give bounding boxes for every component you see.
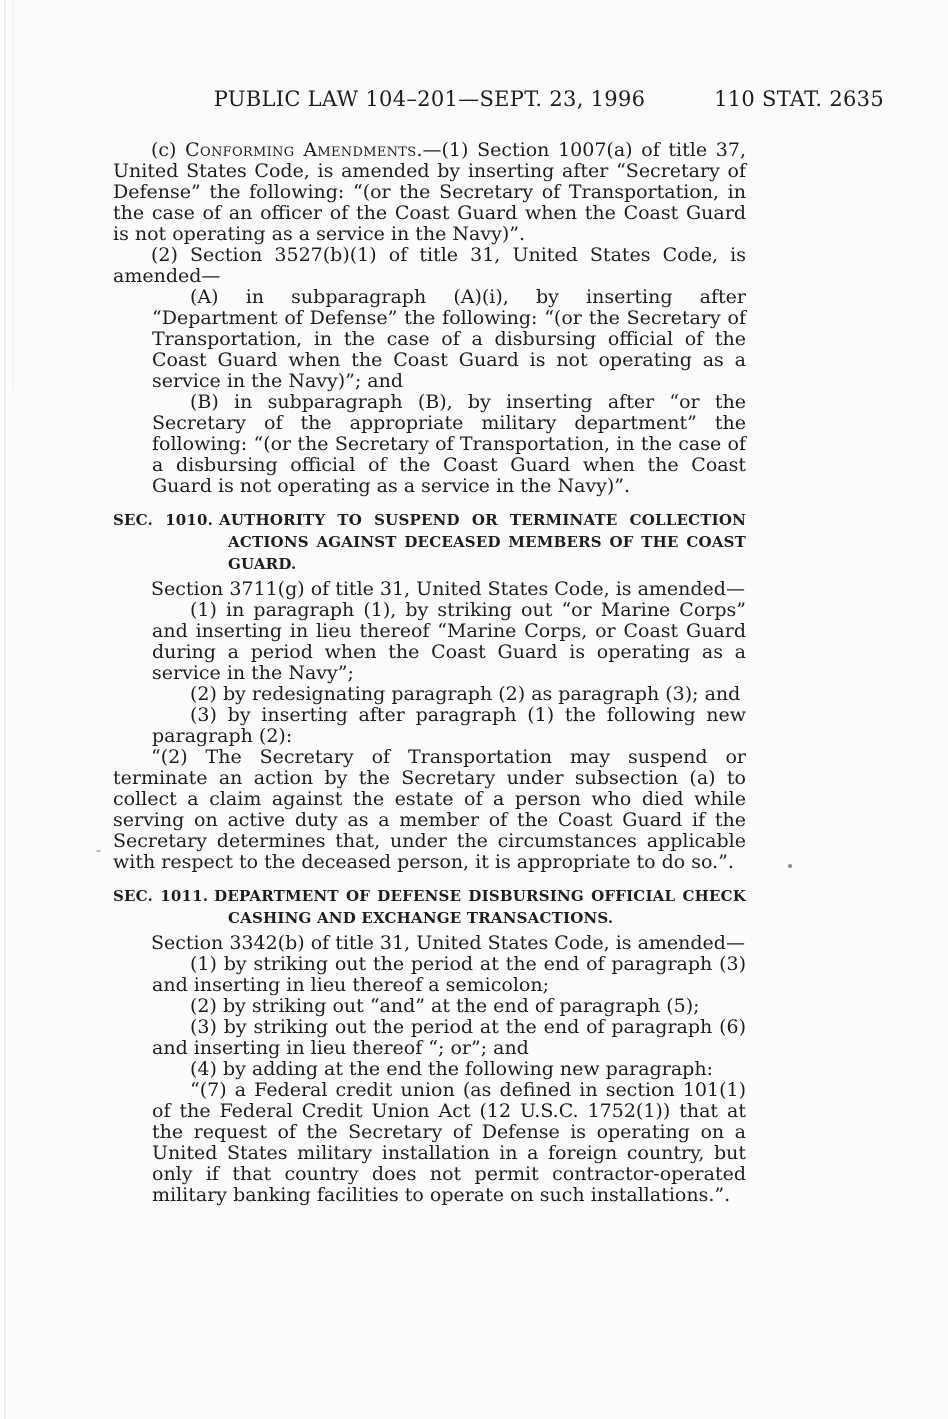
- statute-text: [113, 140, 746, 1206]
- sec1011-quoted-paragraph: “(7) a Federal credit union (as defined in section 101(1) of the Federal Credit Union Act (12 U.S.C. 1752(1)) that at the request of the Secretary of Defense is operating on a United States military installation in a foreign country, but only if that country does not permit contractor-operated military banking facilities to operate on such installations.”.: [152, 1079, 746, 1206]
- sec1011-intro: Section 3342(b) of title 31, United States Code, is amended—: [151, 932, 745, 954]
- scan-speck: [96, 850, 101, 852]
- sec1010-clause-2: (2) by redesignating paragraph (2) as paragraph (3); and: [190, 683, 741, 705]
- sec1010-quoted-paragraph: “(2) The Secretary of Transportation may suspend or terminate an action by the Secretary under subsection (a) to collect a claim against the estate of a person who died while serving on active duty as a member of the Coast Guard if the Secretary determines that, under the circumstances applicable with respect to the deceased person, it is appropriate to do so.”.: [113, 746, 746, 873]
- running-header: [0, 87, 948, 113]
- scan-speck: [788, 864, 792, 868]
- heading-line: SEC. 1011. DEPARTMENT OF DEFENSE DISBURSING OFFICIAL CHECK: [113, 887, 746, 905]
- law-title: PUBLIC LAW 104–201—SEPT. 23, 1996: [213, 87, 646, 111]
- sec1011-clause-2: (2) by striking out “and” at the end of paragraph (5);: [190, 995, 700, 1017]
- subparagraph-b: (B) in subparagraph (B), by inserting after “or the Secretary of the appropriate military department” the following: “(or the Secretary of Transportation, in the case of a disbursing official of the Coast Guard when the Coast Guard is not operating as a service in the Navy)”.: [152, 391, 746, 497]
- paragraph-2-intro: (2) Section 3527(b)(1) of title 31, United States Code, is amended—: [113, 244, 746, 287]
- stat-page-number: 110 STAT. 2635: [714, 87, 884, 111]
- paragraph-conforming-amendments: [113, 140, 746, 245]
- section-heading-1010: [113, 509, 746, 575]
- subparagraph-a: (A) in subparagraph (A)(i), by inserting after “Department of Defense” the following: “(or the Secretary of Transportation, in the case of a disbursing official of the Coast Guard when the Coast Guard is not operating as a service in the Navy)”; and: [152, 286, 746, 392]
- section-number-label: SEC. 1011.: [113, 887, 209, 905]
- sec1010-intro: Section 3711(g) of title 31, United States Code, is amended—: [151, 578, 745, 600]
- heading-line: CASHING AND EXCHANGE TRANSACTIONS.: [228, 909, 614, 927]
- subsection-letter: (c): [151, 139, 186, 161]
- heading-line: GUARD.: [228, 555, 297, 573]
- paragraph-text: .—(1) Section 1007(a) of title 37, United States Code, is amended by inserting after “Secretary of Defense” the following: “(or the Secretary of Transportation, in the case of an officer of the Coast Guard when the Coast Guard is not operating as a service in the Navy)”.: [113, 139, 746, 245]
- sec1011-clause-1: (1) by striking out the period at the end of paragraph (3) and inserting in lieu thereof a semicolon;: [152, 953, 746, 996]
- sec1010-clause-3: (3) by inserting after paragraph (1) the following new paragraph (2):: [152, 704, 746, 747]
- sec1011-clause-4: (4) by adding at the end the following new paragraph:: [190, 1058, 713, 1080]
- sec1011-clause-3: (3) by striking out the period at the end of paragraph (6) and inserting in lieu thereof “; or”; and: [152, 1016, 746, 1059]
- section-heading-1011: [113, 885, 746, 929]
- heading-line: SEC. 1010. AUTHORITY TO SUSPEND OR TERMINATE COLLECTION: [113, 511, 746, 529]
- subsection-title: Conforming Amendments: [185, 139, 417, 161]
- section-number-label: SEC. 1010.: [113, 511, 214, 529]
- sec1010-clause-1: (1) in paragraph (1), by striking out “or Marine Corps” and inserting in lieu thereof “Marine Corps, or Coast Guard during a period when the Coast Guard is operating as a service in the Navy”;: [152, 599, 746, 684]
- scan-edge-artifact: [4, 0, 6, 1419]
- scan-edge-artifact: [12, 0, 14, 390]
- heading-line: ACTIONS AGAINST DECEASED MEMBERS OF THE COAST: [228, 533, 746, 551]
